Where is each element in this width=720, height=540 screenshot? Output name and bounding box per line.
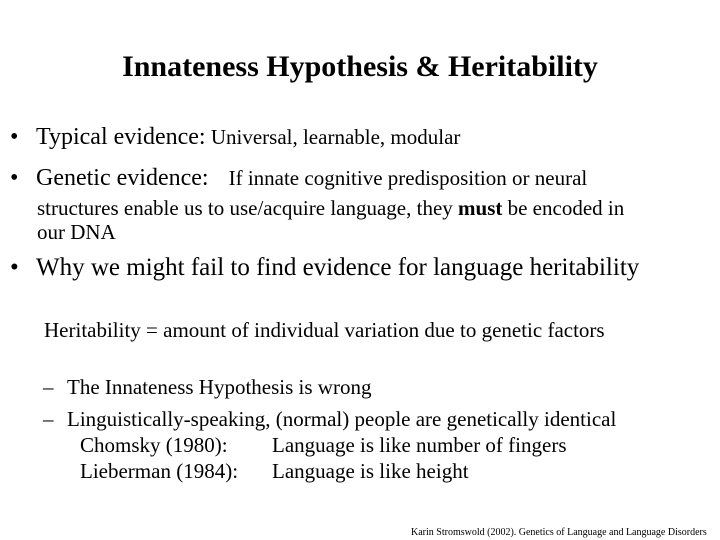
- bullet-typical-evidence: [10, 124, 460, 151]
- genetic-evidence-detail: If innate cognitive predisposition or neural: [228, 166, 588, 190]
- heritability-definition: Heritability = amount of individual variation due to genetic factors: [44, 318, 605, 342]
- reason-item: [43, 407, 616, 432]
- quote-lieberman: [80, 459, 469, 484]
- typical-evidence-lead: Typical evidence:: [36, 124, 206, 150]
- line-2-text: structures enable us to use/acquire language, they: [37, 196, 459, 220]
- heritability-evidence-text: Why we might fail to find evidence for language heritability: [36, 254, 640, 281]
- genetic-evidence-lead: Genetic evidence:: [36, 165, 209, 191]
- slide-title: Innateness Hypothesis & Heritability: [122, 50, 598, 83]
- quote-label: Lieberman (1984):: [80, 459, 239, 483]
- line-2-end: be encoded in: [502, 196, 625, 220]
- reason-text: Linguistically-speaking, (normal) people are genetically identical: [67, 407, 617, 431]
- genetic-evidence-line-2: [37, 196, 624, 221]
- emphasis-must: must: [458, 196, 503, 220]
- typical-evidence-detail: Universal, learnable, modular: [205, 125, 461, 149]
- bullet-genetic-evidence: [10, 165, 587, 192]
- citation: Karin Stromswold (2002). Genetics of Language and Language Disorders: [411, 527, 707, 538]
- bullet-marker: •: [10, 254, 19, 281]
- quote-text: Language is like height: [272, 459, 469, 483]
- reason-item: [43, 375, 371, 400]
- bullet-heritability-evidence: [10, 254, 639, 282]
- dash-marker: –: [43, 407, 54, 431]
- reason-text: The Innateness Hypothesis is wrong: [67, 375, 372, 399]
- bullet-marker: •: [10, 124, 19, 150]
- bullet-marker: •: [10, 165, 19, 191]
- dash-marker: –: [43, 375, 54, 399]
- quote-text: Language is like number of fingers: [272, 433, 567, 457]
- quote-label: Chomsky (1980):: [80, 433, 228, 457]
- genetic-evidence-line-3: our DNA: [37, 220, 116, 244]
- quote-chomsky: [80, 433, 567, 458]
